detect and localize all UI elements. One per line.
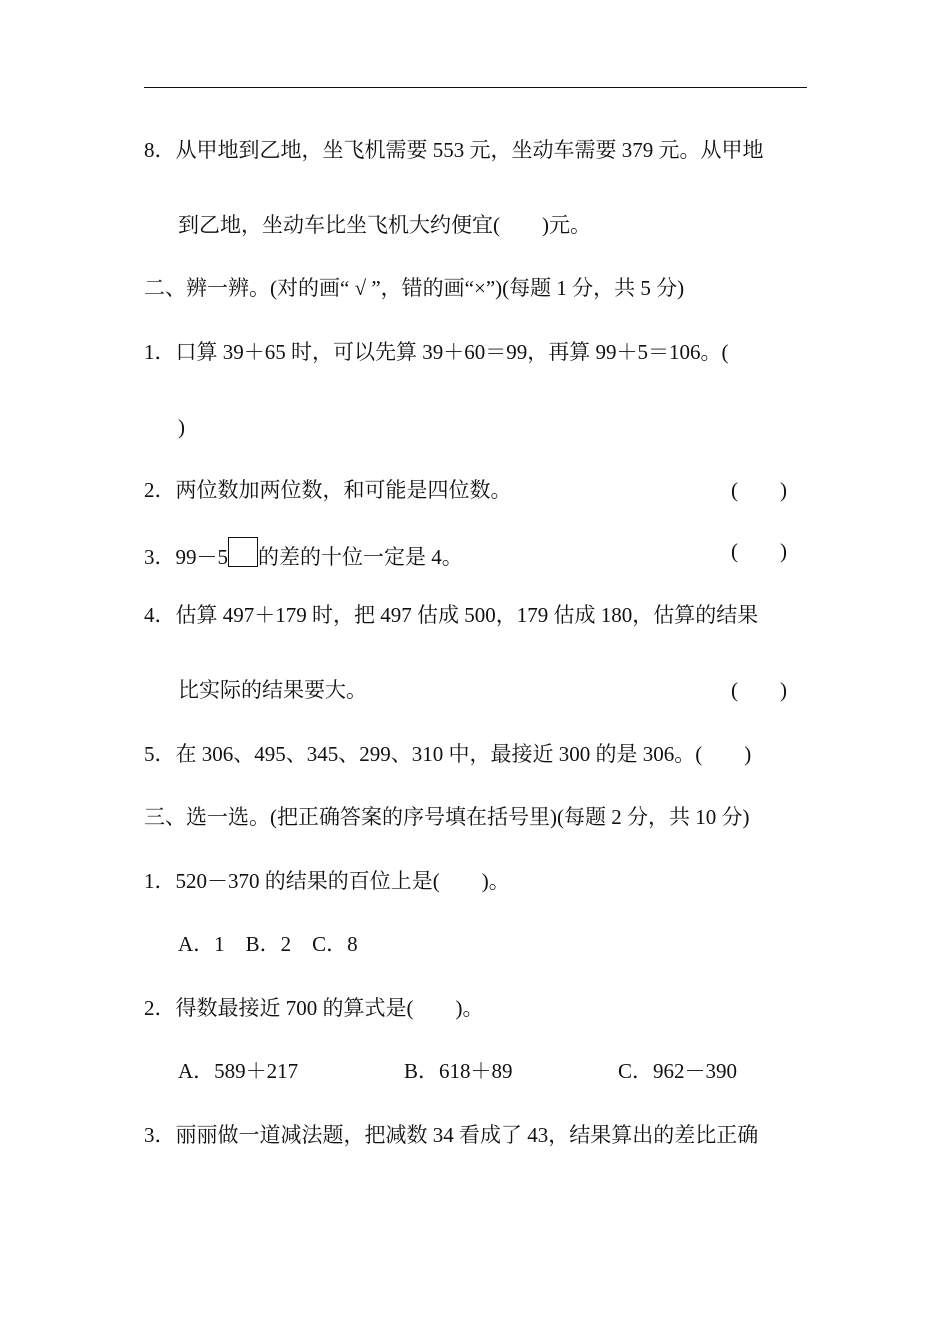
s3-q2-option-c: C．962－390	[618, 1059, 738, 1083]
s3-q2-option-a: A．589＋217	[178, 1059, 299, 1083]
s3-q1-options: A．1 B．2 C．8	[178, 932, 358, 956]
header-rule	[144, 87, 807, 88]
s2-q4-line1: 4．估算 497＋179 时，把 497 估成 500，179 估成 180，估算的结果	[144, 603, 759, 627]
s2-q5-text: 5．在 306、495、345、299、310 中，最接近 300 的是 306。( )	[144, 742, 752, 766]
s3-q2-question: 2．得数最接近 700 的算式是( )。	[144, 996, 484, 1020]
s2-q4-line2: 比实际的结果要大。	[178, 678, 367, 702]
s2-q3-after: 的差的十位一定是 4。	[258, 545, 463, 569]
s2-q4-answer-paren[interactable]: ( )	[731, 678, 787, 702]
s2-q3-text	[144, 537, 814, 571]
s3-q3-question: 3．丽丽做一道减法题，把减数 34 看成了 43，结果算出的差比正确	[144, 1123, 759, 1147]
s2-q2-text: 2．两位数加两位数，和可能是四位数。	[144, 478, 512, 502]
s2-q3-before: 3．99－5	[144, 545, 228, 569]
s2-q1-line2: )	[178, 415, 185, 439]
s2-q2-answer-paren[interactable]: ( )	[731, 478, 787, 502]
digit-blank-box[interactable]	[228, 537, 258, 567]
q8-line1: 8．从甲地到乙地，坐飞机需要 553 元，坐动车需要 379 元。从甲地	[144, 138, 764, 162]
s2-q3-answer-paren[interactable]: ( )	[731, 539, 787, 563]
s3-q1-question: 1．520－370 的结果的百位上是( )。	[144, 869, 510, 893]
s2-q1-line1: 1．口算 39＋65 时，可以先算 39＋60＝99，再算 99＋5＝106。(	[144, 340, 729, 364]
q8-line2: 到乙地，坐动车比坐飞机大约便宜( )元。	[178, 213, 591, 237]
section3-title: 三、选一选。(把正确答案的序号填在括号里)(每题 2 分，共 10 分)	[144, 805, 750, 829]
section2-title: 二、辨一辨。(对的画“ √ ”，错的画“×”)(每题 1 分，共 5 分)	[144, 276, 685, 300]
s3-q2-option-b: B．618＋89	[404, 1059, 513, 1083]
